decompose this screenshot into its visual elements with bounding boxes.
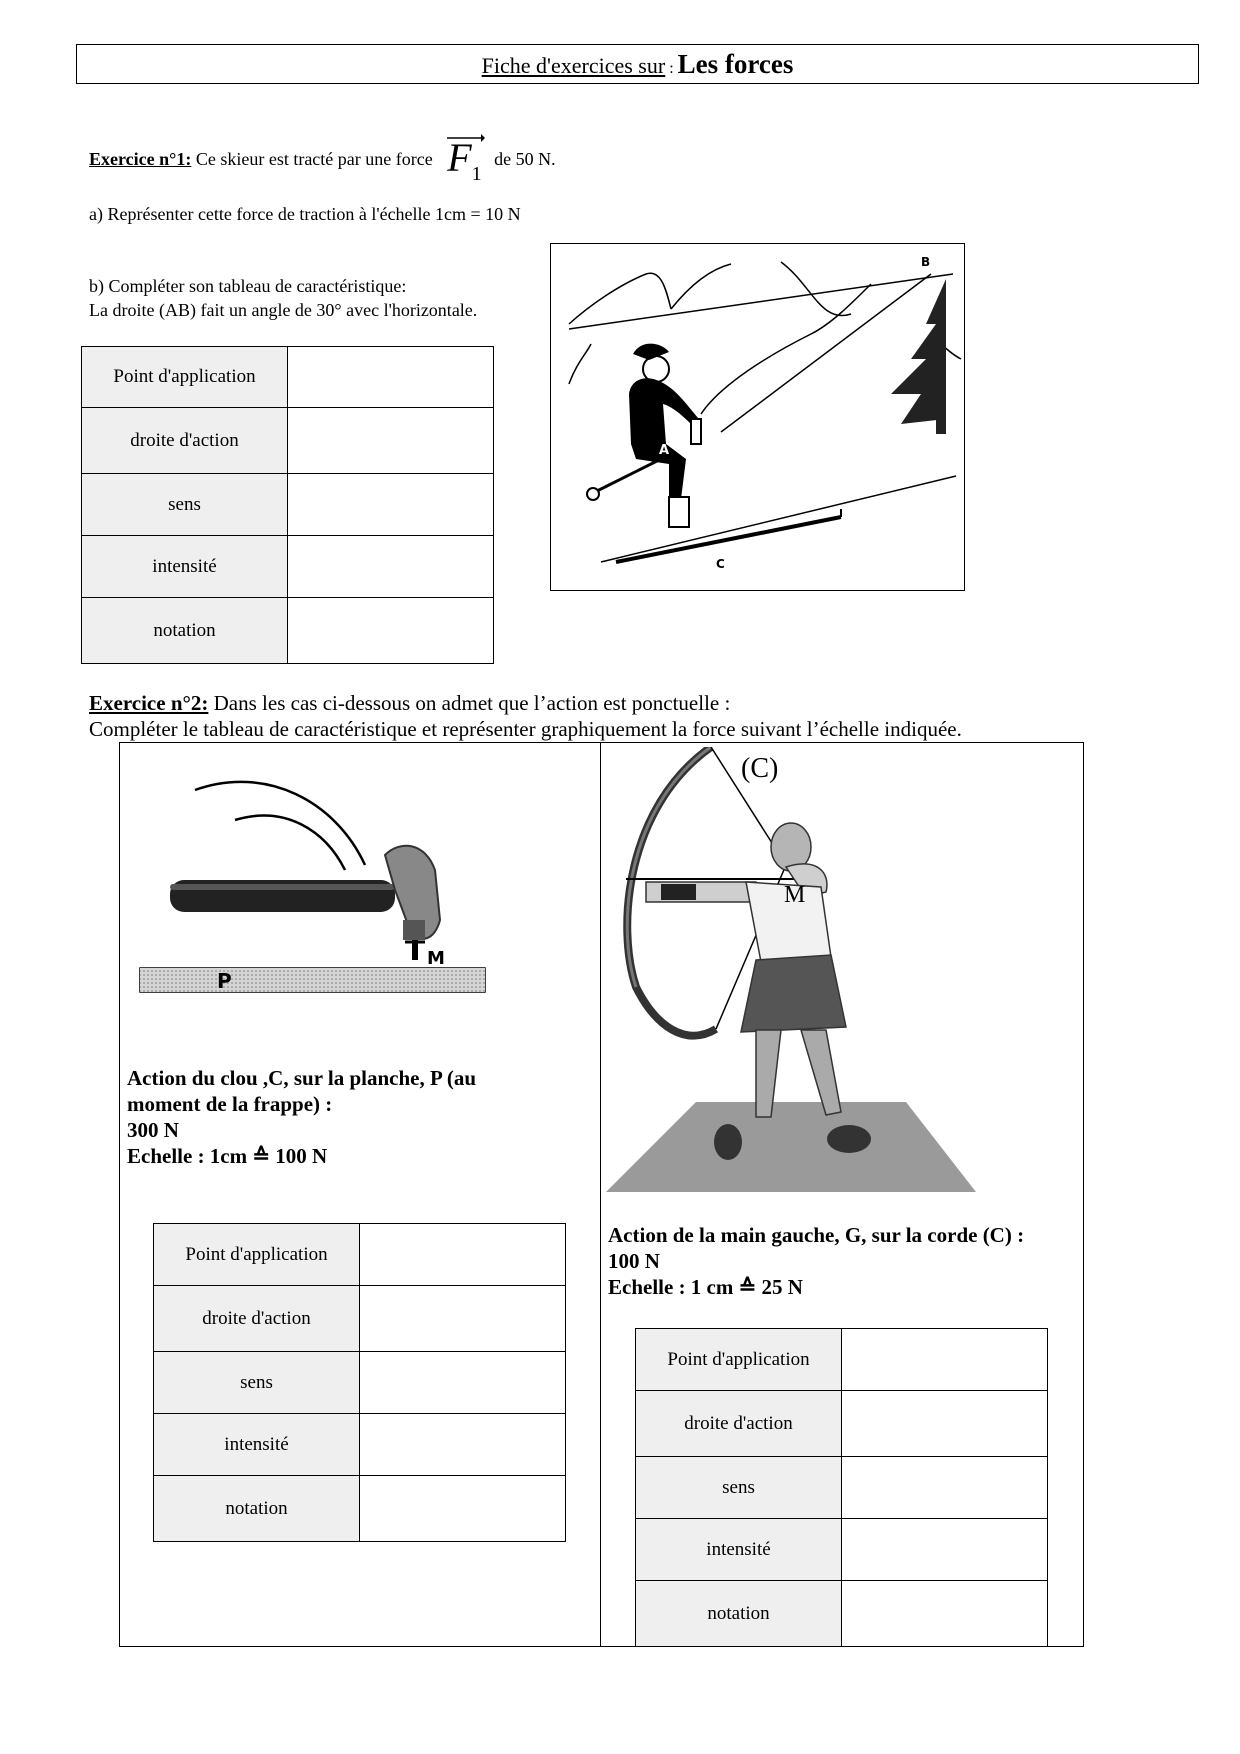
table-row: [154, 1476, 566, 1542]
table-row: [636, 1581, 1048, 1647]
archer-illustration: [606, 747, 982, 1197]
ex1-intro-text: Ce skieur est tracté par une force: [191, 149, 433, 169]
ex1-characteristics-table: [81, 346, 494, 664]
row-answer-cell[interactable]: [288, 536, 494, 598]
ex1-question-b-line1: b) Compléter son tableau de caractéristique:: [89, 276, 407, 296]
row-label: Point d'application: [82, 347, 288, 408]
hammer-description: [127, 1065, 587, 1169]
row-label: droite d'action: [636, 1391, 842, 1457]
table-row: [82, 536, 494, 598]
label-c: C: [716, 557, 725, 571]
archer-characteristics-table: [635, 1328, 1048, 1647]
force-index: 1: [471, 163, 482, 185]
ex2-label: Exercice n°2:: [89, 691, 209, 715]
row-label: notation: [154, 1476, 360, 1542]
row-answer-cell[interactable]: [842, 1391, 1048, 1457]
row-answer-cell[interactable]: [360, 1476, 566, 1542]
table-row: [154, 1414, 566, 1476]
row-answer-cell[interactable]: [360, 1224, 566, 1286]
vector-arrow-icon: [445, 132, 485, 144]
hammer-figure: [135, 770, 490, 1015]
label-p: P: [217, 969, 232, 993]
row-answer-cell[interactable]: [842, 1581, 1048, 1647]
label-c: (C): [741, 753, 779, 784]
row-answer-cell[interactable]: [288, 598, 494, 664]
ex2-line2: Compléter le tableau de caractéristique et représenter graphiquement la force suivant l’échelle indiquée.: [89, 717, 962, 741]
skier-figure: [550, 243, 965, 591]
ex1-question-b-line2: La droite (AB) fait un angle de 30° avec l'horizontale.: [89, 300, 478, 320]
hammer-value: 300 N: [127, 1118, 179, 1142]
table-row: [636, 1329, 1048, 1391]
row-label: intensité: [154, 1414, 360, 1476]
row-label: sens: [82, 474, 288, 536]
row-answer-cell[interactable]: [842, 1519, 1048, 1581]
row-label: sens: [636, 1457, 842, 1519]
label-m: M: [784, 882, 806, 908]
row-label: intensité: [636, 1519, 842, 1581]
skier-illustration: [551, 244, 964, 590]
force-symbol: F: [447, 135, 472, 180]
header-topic: Les forces: [677, 49, 794, 79]
row-label: notation: [82, 598, 288, 664]
hammer-scale: Echelle : 1cm ≙ 100 N: [127, 1144, 328, 1168]
archer-figure: [606, 747, 982, 1197]
archer-description: [608, 1222, 1078, 1300]
table-row: [154, 1352, 566, 1414]
hammer-characteristics-table: [153, 1223, 566, 1542]
force-vector-f1: [447, 135, 482, 186]
table-row: [636, 1519, 1048, 1581]
header-separator: :: [665, 60, 678, 77]
table-row: [636, 1457, 1048, 1519]
ex1-intro-suffix: de 50 N.: [494, 149, 556, 169]
row-answer-cell[interactable]: [288, 474, 494, 536]
label-b: B: [921, 255, 931, 269]
row-label: droite d'action: [82, 408, 288, 474]
row-label: notation: [636, 1581, 842, 1647]
ex2-column-divider: [600, 742, 601, 1647]
table-row: [154, 1286, 566, 1352]
row-label: intensité: [82, 536, 288, 598]
page-header: [76, 44, 1199, 84]
table-row: [154, 1224, 566, 1286]
table-row: [82, 408, 494, 474]
archer-value: 100 N: [608, 1249, 660, 1273]
table-row: [82, 347, 494, 408]
archer-scale: Echelle : 1 cm ≙ 25 N: [608, 1275, 803, 1299]
label-m: M: [427, 948, 445, 969]
hammer-desc-line2: moment de la frappe) :: [127, 1092, 333, 1116]
row-answer-cell[interactable]: [360, 1352, 566, 1414]
table-row: [82, 598, 494, 664]
header-prefix: Fiche d'exercices sur: [481, 53, 666, 78]
row-label: sens: [154, 1352, 360, 1414]
row-answer-cell[interactable]: [288, 347, 494, 408]
row-answer-cell[interactable]: [360, 1286, 566, 1352]
row-label: Point d'application: [154, 1224, 360, 1286]
ex1-intro: [89, 135, 556, 186]
label-a: A: [659, 443, 670, 458]
table-row: [82, 474, 494, 536]
row-answer-cell[interactable]: [288, 408, 494, 474]
hammer-illustration: [135, 770, 490, 1015]
row-answer-cell[interactable]: [360, 1414, 566, 1476]
table-row: [636, 1391, 1048, 1457]
archer-desc-line1: Action de la main gauche, G, sur la corde (C) :: [608, 1223, 1025, 1247]
row-answer-cell[interactable]: [842, 1457, 1048, 1519]
hammer-desc-line1: Action du clou ,C, sur la planche, P (au: [127, 1066, 477, 1090]
ex1-label: Exercice n°1:: [89, 149, 192, 169]
row-label: Point d'application: [636, 1329, 842, 1391]
ex1-question-a: a) Représenter cette force de traction à l'échelle 1cm = 10 N: [89, 204, 521, 224]
row-answer-cell[interactable]: [842, 1329, 1048, 1391]
ex2-line1: [89, 690, 730, 716]
row-label: droite d'action: [154, 1286, 360, 1352]
ex2-line1-text: Dans les cas ci-dessous on admet que l’action est ponctuelle :: [208, 691, 731, 715]
